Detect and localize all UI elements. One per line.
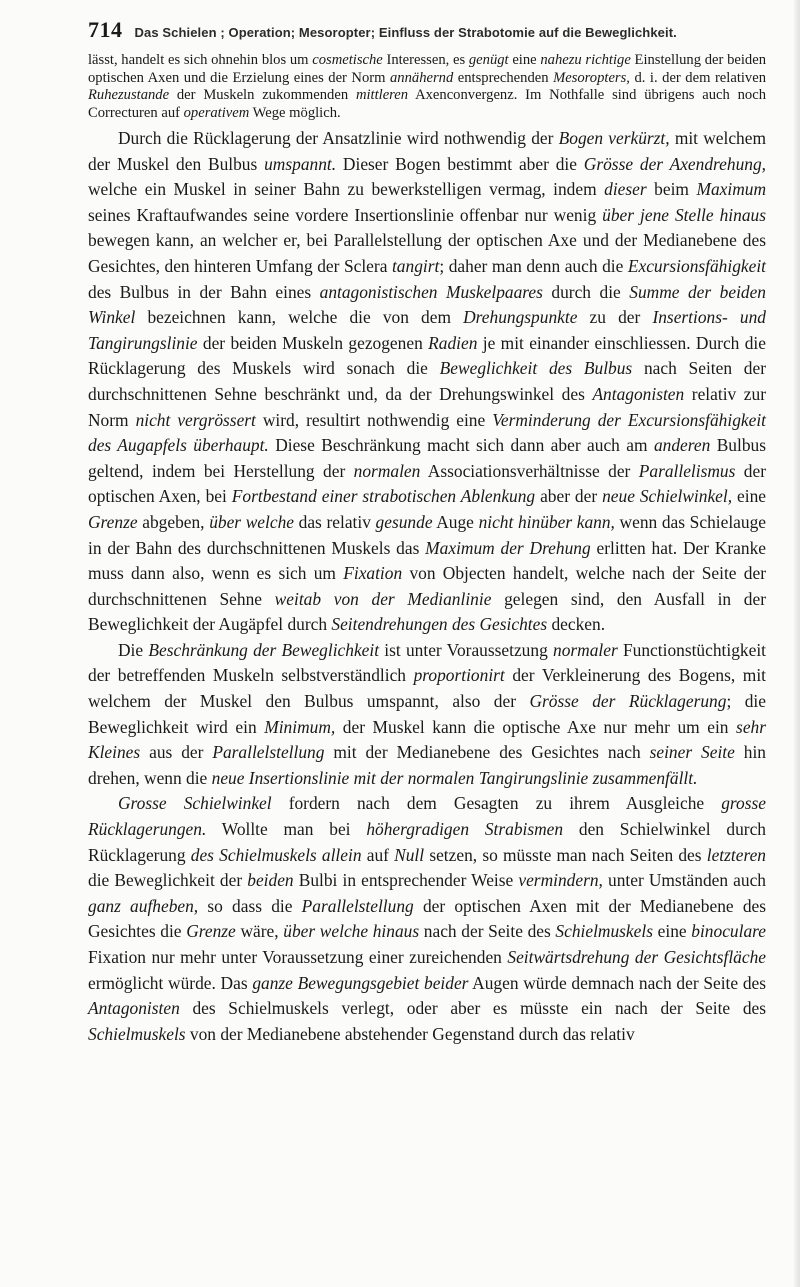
text-run: Wege möglich.: [249, 104, 341, 121]
emphasized-text: Bogen verkürzt,: [558, 128, 670, 148]
emphasized-text: Ruhezustande: [88, 87, 170, 103]
emphasized-text: annähernd: [390, 69, 454, 86]
text-run: Durch die Rücklagerung der Ansatzlinie wird nothwendig der: [118, 128, 559, 148]
text-run: Bulbi in entsprechender Weise: [293, 870, 519, 891]
text-run: der optischen Axen, bei: [88, 460, 766, 507]
emphasized-text: Minimum,: [264, 716, 336, 737]
body-text: [88, 52, 766, 1047]
emphasized-text: ganze Bewegungsgebiet beider: [252, 972, 469, 993]
text-run: von der Medianebene abstehender Gegenstand durch das relativ: [185, 1023, 635, 1044]
text-run: bezeichnen kann, welche die von dem: [135, 307, 464, 328]
text-run: unter Umständen auch: [602, 870, 766, 891]
text-run: Bulbus geltend, indem bei Herstellung der: [88, 435, 766, 481]
page-edge-shadow: [794, 0, 800, 1287]
text-run: zu der: [577, 307, 653, 328]
emphasized-text: anderen: [653, 435, 711, 456]
paragraph-intro: [88, 52, 766, 122]
emphasized-text: Grenze: [186, 921, 236, 942]
text-run: je mit einander einschliessen. Durch die Rücklagerung des Muskels wird sonach die: [88, 332, 766, 379]
text-run: Associationsverhältnisse der: [420, 460, 639, 481]
emphasized-text: Parallelismus: [638, 460, 736, 481]
emphasized-text: Drehungspunkte: [463, 307, 578, 328]
text-run: der Muskeln zukommenden: [169, 87, 356, 103]
emphasized-text: Parallelstellung: [212, 742, 325, 763]
emphasized-text: Mesoropters,: [553, 69, 630, 86]
text-run: den Schielwinkel durch Rücklagerung: [88, 819, 766, 865]
text-run: mit welchem der Muskel den Bulbus: [88, 128, 766, 174]
text-run: der optischen Axen mit der Medianebene des Gesichtes die: [88, 895, 766, 942]
emphasized-text: tangirt: [391, 255, 440, 276]
text-run: nach der Seite des: [419, 921, 556, 942]
text-run: von Objecten handelt, welche nach der Seite der durchschnittenen Sehne: [88, 563, 766, 609]
emphasized-text: normaler: [553, 639, 618, 660]
text-run: eine: [652, 921, 692, 942]
text-run: das relativ: [294, 511, 376, 532]
emphasized-text: seiner Seite: [649, 742, 735, 763]
emphasized-text: über jene Stelle hinaus: [602, 204, 766, 225]
text-run: Augen würde demnach nach der Seite des: [468, 972, 766, 993]
text-run: abgeben,: [137, 511, 210, 532]
emphasized-text: Maximum: [696, 179, 767, 200]
emphasized-text: Grosse Schielwinkel: [118, 793, 272, 814]
text-run: erlitten hat. Der Kranke muss dann also, wenn es sich um: [88, 537, 766, 584]
text-run: der beiden Muskeln gezogenen: [197, 332, 429, 353]
text-run: der Verkleinerung des Bogens, mit welchem der Muskel den Bulbus umspannt, also der: [88, 665, 766, 712]
text-run: hin drehen, wenn die: [88, 742, 766, 788]
page-number: 714: [88, 17, 123, 42]
text-run: wenn das Schielauge in der Bahn des durchschnittenen Muskels das: [88, 511, 766, 558]
emphasized-text: operativem: [183, 104, 250, 121]
emphasized-text: Antagonisten: [592, 383, 685, 404]
emphasized-text: dieser: [604, 179, 647, 200]
emphasized-text: Summe der beiden Winkel: [88, 281, 767, 328]
text-run: lässt, handelt es sich ohnehin blos um: [88, 52, 313, 68]
emphasized-text: neue Insertionslinie mit der normalen Tangirungslinie zusammenfällt.: [211, 767, 698, 788]
emphasized-text: nicht hinüber kann,: [478, 511, 615, 532]
text-run: ermöglicht würde. Das: [88, 972, 253, 993]
text-run: welche ein Muskel in seiner Bahn zu bewerkstelligen vermag, indem: [88, 179, 605, 200]
emphasized-text: weitab von der Medianlinie: [274, 588, 492, 609]
text-run: wird, resultirt nothwendig eine: [255, 409, 493, 430]
emphasized-text: Excursionsfähigkeit: [627, 255, 767, 276]
emphasized-text: Parallelstellung: [301, 895, 414, 916]
text-run: seines Kraftaufwandes seine vordere Insertionslinie offenbar nur wenig: [88, 204, 603, 225]
text-run: die Beweglichkeit der: [88, 870, 248, 891]
emphasized-text: gesunde: [375, 511, 433, 532]
text-run: Einstellung der beiden optischen Axen und die Erzielung eines der Norm: [88, 52, 766, 86]
text-run: Diese Beschränkung macht sich dann aber auch am: [268, 435, 654, 456]
text-run: ist unter Voraussetzung: [379, 639, 554, 660]
text-run: aus der: [140, 742, 213, 763]
paragraph-beschränkung: [88, 638, 766, 792]
text-run: durch die: [542, 281, 630, 302]
text-run: Dieser Bogen bestimmt aber die: [336, 153, 584, 174]
emphasized-text: Fixation: [343, 563, 403, 584]
text-run: gelegen sind, den Ausfall in der Beweglichkeit der Augäpfel durch: [88, 588, 766, 635]
paragraph-schielwinkel: [88, 791, 766, 1047]
emphasized-text: Null: [394, 844, 425, 865]
emphasized-text: binoculare: [691, 921, 766, 942]
emphasized-text: höhergradigen Strabismen: [366, 819, 564, 840]
emphasized-text: Grenze: [88, 511, 138, 532]
emphasized-text: sehr Kleines: [88, 716, 766, 763]
text-run: fordern nach dem Gesagten zu ihrem Ausgleiche: [271, 793, 722, 814]
text-run: Fixation nur mehr unter Voraussetzung einer zureichenden: [88, 947, 508, 967]
text-run: aber der: [535, 486, 603, 507]
emphasized-text: Grösse der Axendrehung,: [583, 153, 767, 174]
emphasized-text: Fortbestand einer strabotischen Ablenkung: [231, 486, 536, 507]
emphasized-text: Maximum der Drehung: [425, 537, 591, 558]
text-run: ; daher man denn auch die: [439, 255, 628, 276]
emphasized-text: nahezu richtige: [540, 52, 631, 68]
text-run: setzen, so müsste man nach Seiten des: [424, 844, 707, 865]
text-run: entsprechenden: [453, 69, 554, 86]
emphasized-text: Schielmuskels: [88, 1023, 186, 1044]
text-run: Wollte man bei: [206, 819, 367, 840]
text-run: der Muskel kann die optische Axe nur mehr um ein: [335, 716, 737, 737]
emphasized-text: Seitwärtsdrehung der Gesichtsfläche: [507, 947, 766, 967]
text-run: auf: [361, 844, 395, 865]
text-run: Die: [118, 639, 149, 660]
emphasized-text: nicht vergrössert: [135, 409, 256, 430]
text-run: relativ zur Norm: [88, 383, 766, 430]
emphasized-text: proportionirt: [413, 665, 505, 686]
text-run: Interessen, es: [382, 52, 469, 68]
emphasized-text: Schielmuskels: [555, 921, 653, 942]
emphasized-text: Beweglichkeit des Bulbus: [439, 358, 633, 379]
emphasized-text: letzteren: [706, 844, 766, 865]
emphasized-text: mittleren: [355, 87, 409, 103]
emphasized-text: neue Schielwinkel,: [602, 486, 733, 507]
emphasized-text: Seitendrehungen des Gesichtes: [331, 614, 548, 635]
text-run: Axenconvergenz. Im Nothfalle sind übrigens auch noch Correcturen auf: [88, 87, 766, 121]
text-run: Functionstüchtigkeit der betreffenden Muskeln selbstverständlich: [88, 639, 766, 686]
emphasized-text: Verminderung der Excursionsfähigkeit des Augapfels überhaupt.: [88, 409, 766, 456]
emphasized-text: antagonistischen Muskelpaares: [319, 281, 543, 302]
emphasized-text: ganz aufheben,: [88, 895, 199, 916]
emphasized-text: Grösse der Rücklagerung: [529, 691, 727, 712]
emphasized-text: genügt: [468, 52, 509, 68]
text-run: des Schielmuskels verlegt, oder aber es müsste ein nach der Seite des: [179, 998, 766, 1019]
running-head: [88, 17, 768, 47]
text-run: decken.: [547, 614, 606, 635]
emphasized-text: des Schielmuskels allein: [190, 844, 362, 865]
text-run: Auge: [432, 511, 479, 532]
emphasized-text: über welche: [209, 511, 294, 532]
text-run: d. i. der dem relativen: [629, 69, 767, 86]
text-run: wäre,: [235, 921, 284, 942]
text-run: des Bulbus in der Bahn eines: [88, 281, 320, 302]
emphasized-text: umspannt.: [264, 153, 337, 174]
emphasized-text: Beschränkung der Beweglichkeit: [148, 639, 380, 660]
text-run: beim: [646, 179, 697, 200]
text-run: eine: [732, 486, 766, 507]
emphasized-text: grosse Rücklagerungen.: [88, 793, 766, 840]
emphasized-text: normalen: [353, 460, 421, 481]
paragraph-rücklagerung: [88, 126, 766, 638]
emphasized-text: Radien: [428, 332, 478, 353]
text-run: eine: [508, 52, 541, 68]
emphasized-text: vermindern,: [518, 870, 603, 891]
text-run: nach Seiten der durchschnittenen Sehne beschränkt und, da der Drehungswinkel des: [88, 358, 766, 404]
text-run: bewegen kann, an welcher er, bei Parallelstellung der optischen Axe und der Medianebene des Gesichtes, den hinteren Umfang der Sclera: [88, 230, 766, 276]
text-run: ; die Beweglichkeit wird ein: [88, 691, 766, 737]
text-run: so dass die: [198, 895, 302, 916]
text-run: mit der Medianebene des Gesichtes nach: [324, 742, 650, 763]
emphasized-text: cosmetische: [312, 52, 383, 68]
emphasized-text: über welche hinaus: [283, 921, 420, 942]
emphasized-text: beiden: [247, 870, 294, 891]
emphasized-text: Antagonisten: [88, 998, 180, 1019]
running-head-title: Das Schielen ; Operation; Mesoropter; Einfluss der Strabotomie auf die Beweglichkeit.: [134, 25, 677, 40]
emphasized-text: Insertions- und Tangirungslinie: [88, 307, 767, 353]
